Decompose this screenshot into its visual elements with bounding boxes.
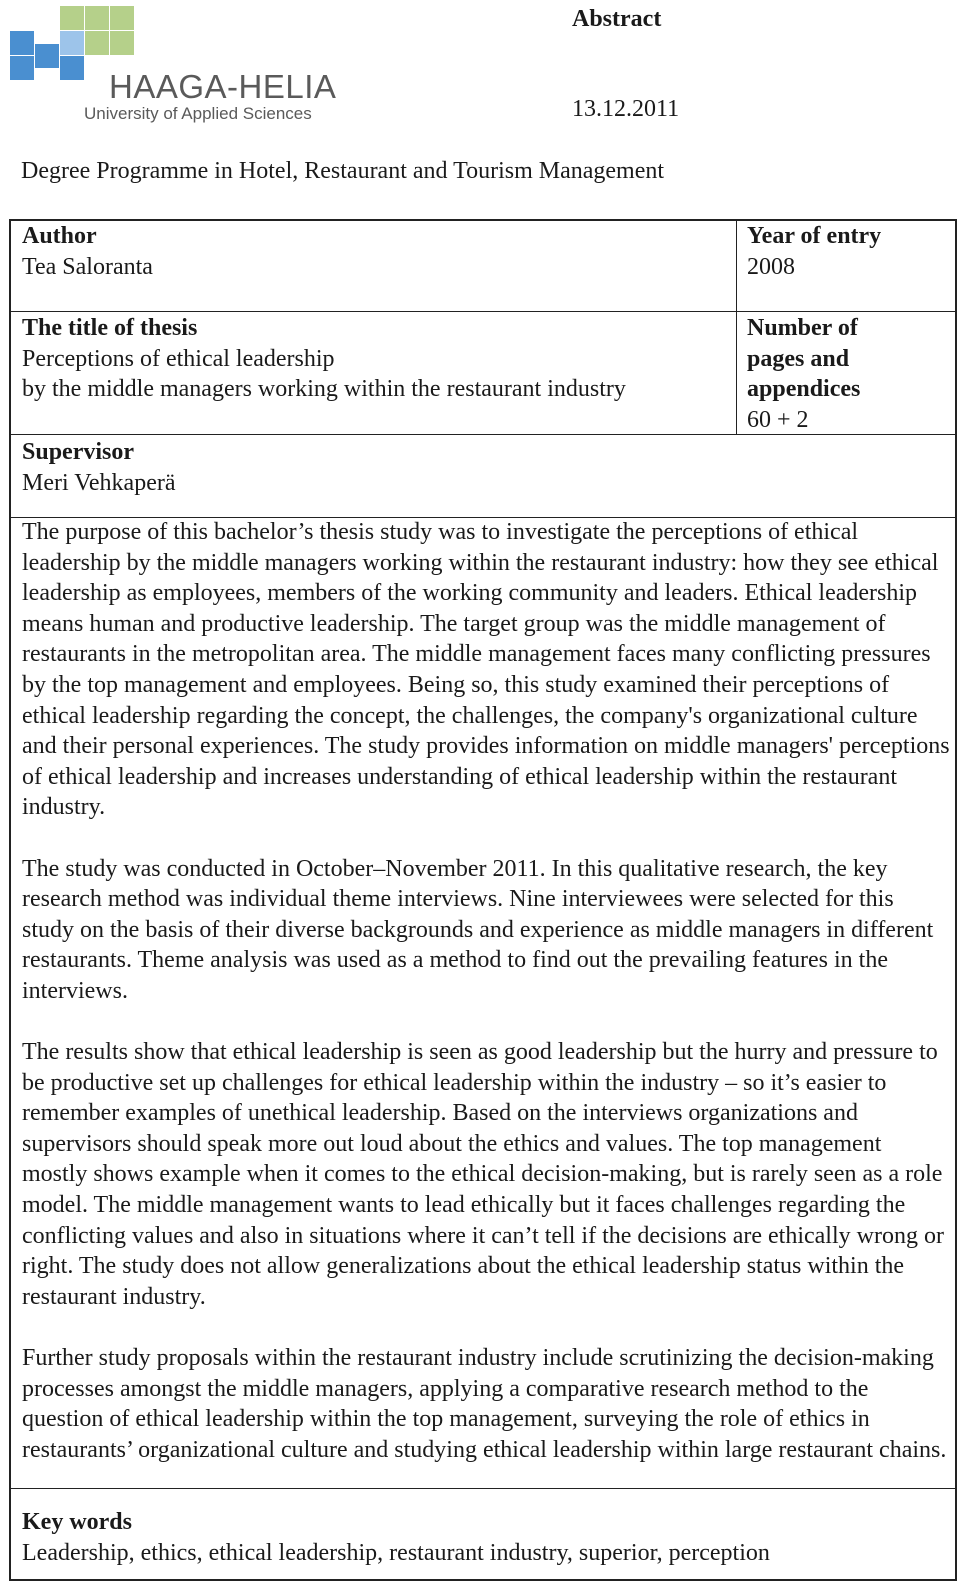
abstract-paragraph: Further study proposals within the restaurant industry include scrutinizing the decision-making processes amongst the middle managers, applying a comparative research method to the question of ethical leadership within the top management, surveying the role of ethics in restaurants’ organizational culture and studying ethical leadership within large restaurant chains. <box>22 1345 947 1463</box>
pages-value: 60 + 2 <box>747 406 809 433</box>
abstract-form <box>9 219 957 1581</box>
thesis-title-cell <box>22 313 626 405</box>
pages-cell <box>747 313 860 435</box>
author-cell <box>22 221 153 282</box>
row-divider <box>11 311 955 312</box>
year-of-entry-label: Year of entry <box>747 223 882 249</box>
keywords-label: Key words <box>22 1509 132 1535</box>
thesis-title-label: The title of thesis <box>22 315 198 341</box>
degree-programme: Degree Programme in Hotel, Restaurant and Tourism Management <box>21 158 665 184</box>
year-of-entry-value: 2008 <box>747 253 795 280</box>
logo-square <box>110 6 134 30</box>
logo-tagline: University of Applied Sciences <box>84 104 312 123</box>
keywords-cell <box>22 1507 770 1568</box>
logo-square <box>85 31 109 55</box>
logo-square <box>60 56 84 80</box>
supervisor-label: Supervisor <box>22 439 135 465</box>
thesis-title-line-2: by the middle managers working within the restaurant industry <box>22 376 626 402</box>
pages-label-line-3: appendices <box>747 376 861 402</box>
logo-square <box>110 31 134 55</box>
logo-square <box>60 6 84 30</box>
thesis-title-line-1: Perceptions of ethical leadership <box>22 345 335 372</box>
logo-square <box>85 6 109 30</box>
author-label: Author <box>22 223 97 249</box>
column-divider <box>736 221 737 435</box>
year-of-entry-cell <box>747 221 881 282</box>
pages-label-line-1: Number of <box>747 315 858 341</box>
university-logo <box>8 4 368 128</box>
abstract-paragraph: The results show that ethical leadership is seen as good leadership but the hurry and pressure to be productive set up challenges for ethical leadership within the industry – so it’s easier to remember examples of unethical leadership. Based on the interviews organizations and supervisors should speak more out loud about the ethics and values. The top management mostly shows example when it comes to the ethical decision-making, but is rarely seen as a role model. The middle management wants to lead ethically but it faces challenges regarding the conflicting values and also in situations where it can’t tell if the decisions are ethically wrong or right. The study does not allow generalizations about the ethical leadership status within the restaurant industry. <box>22 1039 944 1310</box>
keywords-value: Leadership, ethics, ethical leadership, restaurant industry, superior, perception <box>22 1539 770 1566</box>
abstract-paragraph: The purpose of this bachelor’s thesis study was to investigate the perceptions of ethical leadership by the middle managers working within the restaurant industry: how they see ethical leadership as employees, members of the working community and leaders. Ethical leadership means human and productive leadership. The target group was the middle management of restaurants in the metropolitan area. The middle management faces many conflicting pressures by the top management and employees. Being so, this study examined their perceptions of ethical leadership regarding the concept, the challenges, the company's organizational culture and their personal experiences. The study provides information on middle managers' perceptions of ethical leadership and increases understanding of ethical leadership within the restaurant industry. <box>22 519 950 821</box>
supervisor-name: Meri Vehkaperä <box>22 469 176 496</box>
row-divider <box>11 1488 955 1489</box>
author-name: Tea Saloranta <box>22 253 153 280</box>
page-title: Abstract <box>572 6 662 32</box>
logo-square <box>10 31 34 55</box>
abstract-paragraph: The study was conducted in October–November 2011. In this qualitative research, the key research method was individual theme interviews. Nine interviewees were selected for this study on the basis of their diverse backgrounds and experience as middle managers in different restaurants. Theme analysis was used as a method to find out the prevailing features in the interviews. <box>22 855 934 1004</box>
supervisor-cell <box>22 437 176 498</box>
document-date: 13.12.2011 <box>572 96 680 122</box>
logo-wordmark: HAAGA-HELIA <box>109 68 337 105</box>
abstract-body <box>22 517 950 1465</box>
logo-square <box>10 56 34 80</box>
pages-label-line-2: pages and <box>747 345 850 372</box>
logo-square <box>35 44 59 68</box>
logo-square <box>60 31 84 55</box>
